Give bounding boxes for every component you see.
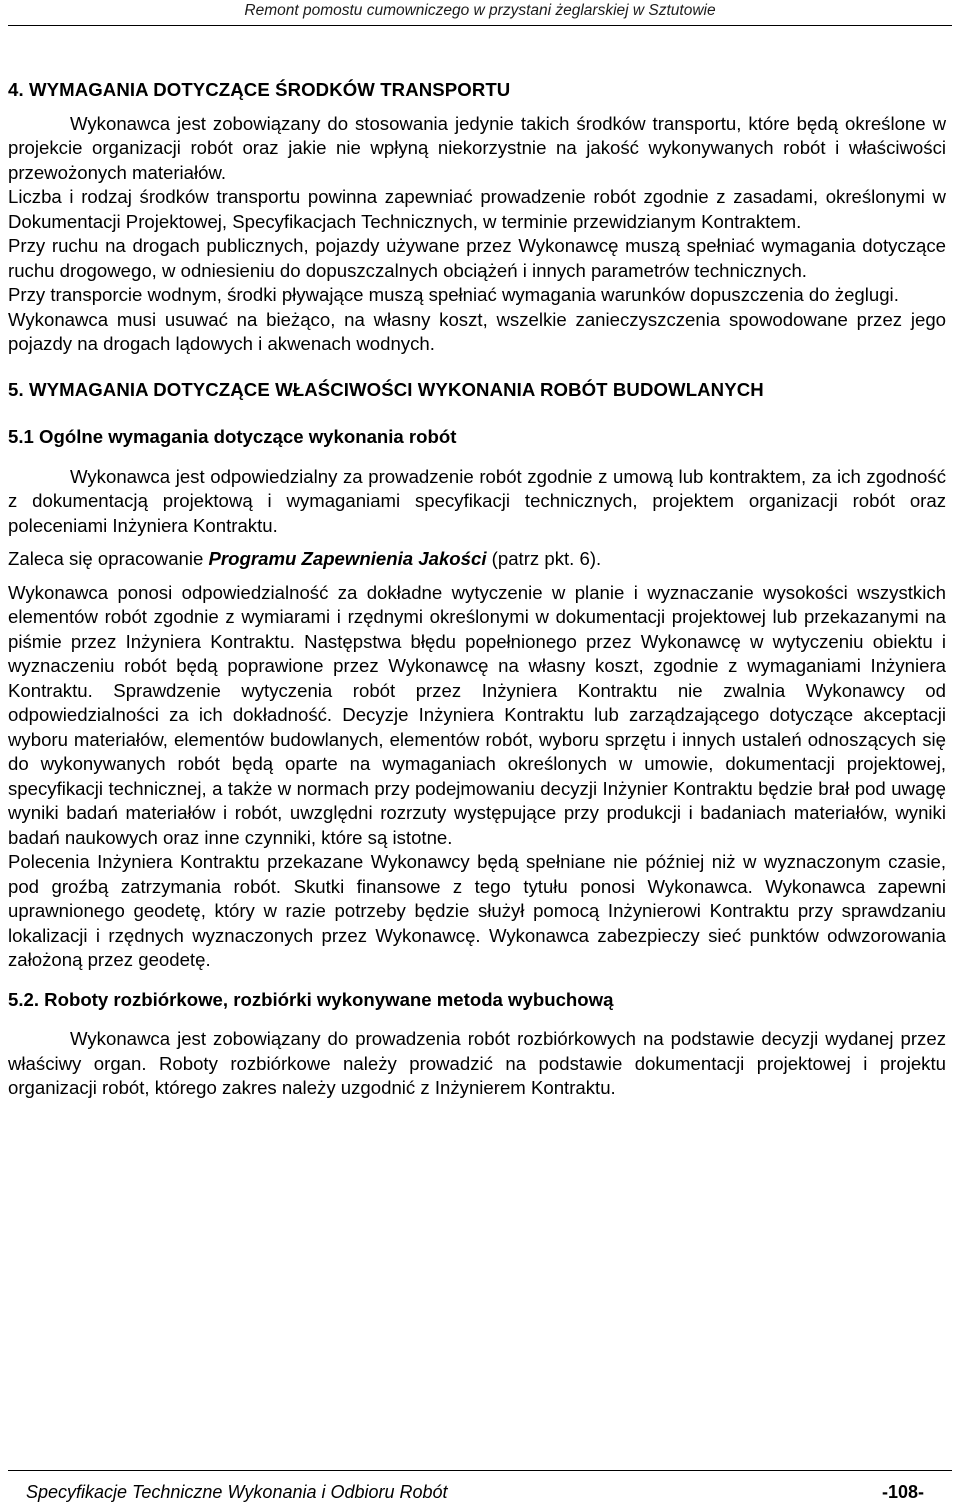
section-5-2-paragraph-1: Wykonawca jest zobowiązany do prowadzenia robót rozbiórkowych na podstawie decyzji wydanej przez właściwy organ. Roboty rozbiórkowe należy prowadzić na podstawie dokumentacji projektowej i projektu organizacji robót, którego zakres należy uzgodnić z Inżynierem Kontraktu. (8, 1028, 946, 1098)
section-4-heading: 4. WYMAGANIA DOTYCZĄCE ŚRODKÓW TRANSPORTU (8, 79, 511, 100)
footer-title: Specyfikacje Techniczne Wykonania i Odbioru Robót (26, 1482, 448, 1502)
section-4-paragraph-1: Wykonawca jest zobowiązany do stosowania jedynie takich środków transportu, które będą określone w projekcie organizacji robót oraz jakie nie wpłyną niekorzystnie na jakość wykonywanych robót i właściwości przewożonych materiałów. (8, 112, 946, 183)
document-body (8, 78, 946, 1101)
section-5-heading: 5. WYMAGANIA DOTYCZĄCE WŁAŚCIWOŚCI WYKONANIA ROBÓT BUDOWLANYCH (8, 378, 764, 400)
footer-divider (8, 1470, 952, 1471)
section-4-paragraph-5: Wykonawca musi usuwać na bieżąco, na własny koszt, wszelkie zanieczyszczenia spowodowane przez jego pojazdy na drogach lądowych i akwenach wodnych. (8, 308, 946, 354)
section-4-paragraph-4: Przy transporcie wodnym, środki pływające muszą spełniać wymagania warunków dopuszczenia do żeglugi. (8, 284, 899, 305)
section-5-2-heading: 5.2. Roboty rozbiórkowe, rozbiórki wykonywane metoda wybuchową (8, 988, 614, 1010)
section-5-1-paragraph-4: Polecenia Inżyniera Kontraktu przekazane Wykonawcy będą spełniane nie później niż w wyznaczonym czasie, pod groźbą zatrzymania robót. Skutki finansowe z tego tytułu ponosi Wykonawca. Wykonawca zapewni uprawnionego geodetę, który w razie potrzeby będzie służył pomocą Inżynierowi Kontraktu przy sprawdzaniu lokalizacji i rzędnych wyznaczonych przez Wykonawcę. Wykonawca zabezpieczy sieć punktów odwzorowania założoną przez geodetę. (8, 851, 946, 970)
section-4-paragraph-2: Liczba i rodzaj środków transportu powinna zapewniać prowadzenie robót zgodnie z zasadami, określonymi w Dokumentacji Projektowej, Specyfikacjach Technicznych, w terminie przewidzianym Kontraktem. (8, 186, 946, 232)
paragraph-2-ref: (patrz pkt. 6). (486, 548, 602, 569)
header-divider (8, 25, 952, 26)
section-5-1-heading: 5.1 Ogólne wymagania dotyczące wykonania robót (8, 426, 457, 447)
section-4-paragraph-3: Przy ruchu na drogach publicznych, pojazdy używane przez Wykonawcę muszą spełniać wymagania dotyczące ruchu drogowego, w odniesieniu do dopuszczalnych obciążeń i innych parametrów technicznych. (8, 235, 946, 281)
page-header-title: Remont pomostu cumowniczego w przystani żeglarskiej w Sztutowie (244, 2, 716, 19)
quality-program-emphasis: Programu Zapewnienia Jakości (208, 548, 487, 569)
page-number: -108- (881, 1482, 924, 1502)
section-5-1-paragraph-1: Wykonawca jest odpowiedzialny za prowadzenie robót zgodnie z umową lub kontraktem, za ich zgodność z dokumentacją projektową i wymaganiami specyfikacji technicznych, projektem organizacji robót oraz poleceniami Inżyniera Kontraktu. (8, 465, 946, 536)
paragraph-2-intro: Zaleca się opracowanie (8, 548, 209, 569)
section-5-1-paragraph-3: Wykonawca ponosi odpowiedzialność za dokładne wytyczenie w planie i wyznaczanie wysokości wszystkich elementów robót zgodnie z wymiarami i rzędnymi określonymi w dokumentacji projektowej lub przekazanymi na piśmie przez Inżyniera Kontraktu. Następstwa błędu popełnionego przez Wykonawcę w wytyczeniu obiektu i wyznaczeniu robót będą poprawione przez Wykonawcę na własny koszt, zgodnie z wymaganiami Inżyniera Kontraktu. Sprawdzenie wytyczenia robót przez Inżyniera Kontraktu nie zwalnia Wykonawcy od odpowiedzialności za ich dokładność. Decyzje Inżyniera Kontraktu lub zarządzającego dotyczące akceptacji wyboru materiałów, elementów budowlanych, elementów robót, wyboru sprzętu i innych ustaleń odnoszących się do wykonywanych robót będą oparte na wymaganiach określonych w umowie, dokumentacji projektowej, specyfikacji technicznej, a także w normach przy podejmowaniu decyzji Inżynier Kontraktu będzie brał pod uwagę wyniki badań materiałów i robót, uwzględni rozrzuty występujące przy produkcji i badaniach materiałów, wyniki badań naukowych oraz inne czynniki, które są istotne. (8, 581, 946, 848)
section-5-1-paragraph-2 (8, 547, 946, 572)
